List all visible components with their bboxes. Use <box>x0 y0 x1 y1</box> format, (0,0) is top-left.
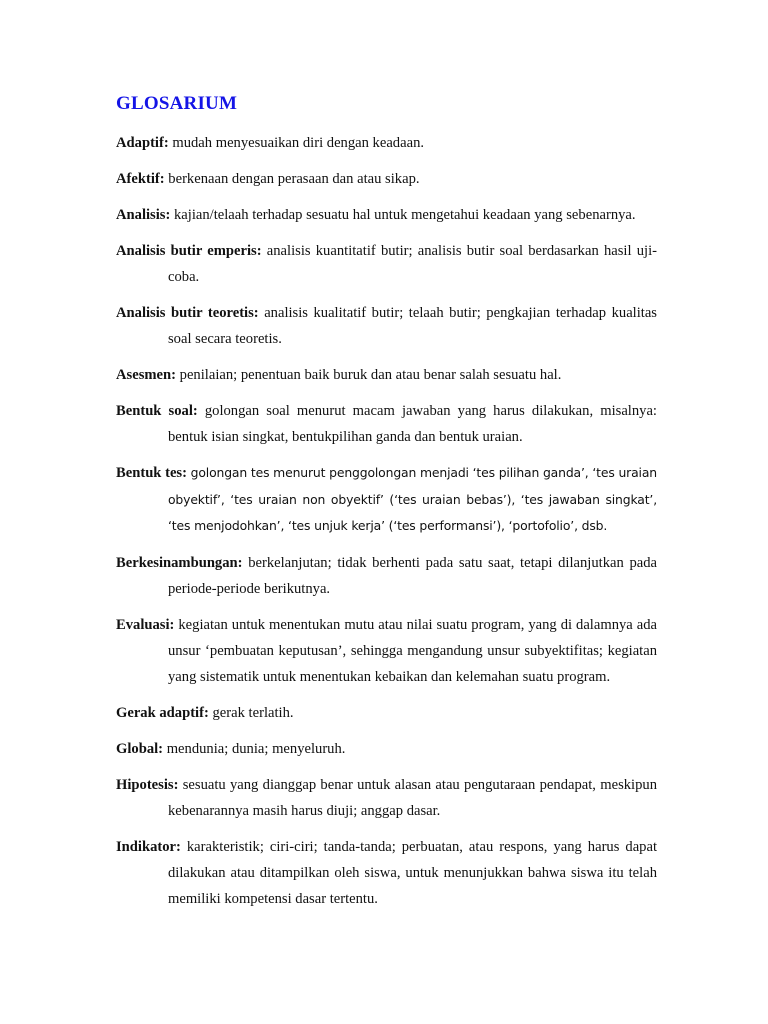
glossary-term: Berkesinambungan: <box>116 554 243 571</box>
glossary-definition: golongan tes menurut penggolongan menjadi ‘tes pilihan ganda’, ‘tes uraian obyektif’, ‘tes uraian non obyektif’ (‘tes uraian bebas’), ‘tes jawaban singkat’, ‘tes menjodohkan’, ‘tes unjuk kerja’ (‘tes performansi’), ‘portofolio’, dsb. <box>168 465 657 533</box>
glossary-term: Analisis butir teoretis: <box>116 305 259 321</box>
glossary-entry <box>116 238 657 290</box>
glossary-term: Analisis: <box>116 207 171 223</box>
glossary-definition: sesuatu yang dianggap benar untuk alasan atau pengutaraan pendapat, meskipun kebenarannya masih harus diuji; anggap dasar. <box>168 776 657 819</box>
glossary-term: Asesmen: <box>116 367 176 383</box>
page-title: GLOSARIUM <box>116 93 238 114</box>
glossary-entry <box>116 130 657 156</box>
glossary-definition: mudah menyesuaikan diri dengan keadaan. <box>172 135 425 151</box>
glossary-list <box>116 130 657 922</box>
glossary-definition: analisis kuantitatif butir; analisis butir soal berdasarkan hasil uji-coba. <box>168 243 657 285</box>
glossary-definition: golongan soal menurut macam jawaban yang harus dilakukan, misalnya: bentuk isian singkat, bentukpilihan ganda dan bentuk uraian. <box>168 403 657 445</box>
glossary-definition: mendunia; dunia; menyeluruh. <box>166 740 346 757</box>
glossary-entry <box>116 612 657 690</box>
glossary-entry <box>116 550 657 602</box>
glossary-definition: penilaian; penentuan baik buruk dan atau benar salah sesuatu hal. <box>179 367 562 383</box>
glossary-term: Adaptif: <box>116 135 169 151</box>
glossary-definition: analisis kualitatif butir; telaah butir; pengkajian terhadap kualitas soal secara teoretis. <box>168 305 657 347</box>
glossary-entry <box>116 736 657 762</box>
glossary-entry <box>116 300 657 352</box>
glossary-definition: berkelanjutan; tidak berhenti pada satu saat, tetapi dilanjutkan pada periode-periode berikutnya. <box>168 554 657 597</box>
glossary-term: Gerak adaptif: <box>116 704 209 721</box>
glossary-entry <box>116 166 657 192</box>
glossary-term: Bentuk tes: <box>116 465 187 481</box>
glossary-term: Global: <box>116 740 164 757</box>
glossary-definition: berkenaan dengan perasaan dan atau sikap. <box>168 171 420 187</box>
glossary-entry <box>116 398 657 450</box>
glossary-term: Bentuk soal: <box>116 403 198 419</box>
glossary-term: Indikator: <box>116 838 181 855</box>
glossary-term: Analisis butir emperis: <box>116 243 262 259</box>
glossary-entry <box>116 362 657 388</box>
glossary-definition: karakteristik; ciri-ciri; tanda-tanda; perbuatan, atau respons, yang harus dapat dilakukan atau ditampilkan oleh siswa, untuk menunjukkan bahwa siswa itu telah memiliki kompetensi dasar tertentu. <box>168 838 657 907</box>
glossary-entry <box>116 834 657 912</box>
glossary-term: Evaluasi: <box>116 616 175 633</box>
glossary-term: Afektif: <box>116 171 165 187</box>
glossary-definition: kegiatan untuk menentukan mutu atau nilai suatu program, yang di dalamnya ada unsur ‘pembuatan keputusan’, sehingga mengandung unsur subyektifitas; kegiatan yang sistematik untuk menentukan kebaikan dan kelemahan suatu program. <box>168 616 657 685</box>
glossary-entry <box>116 460 657 540</box>
glossary-entry <box>116 202 657 228</box>
glossary-definition: gerak terlatih. <box>212 704 294 721</box>
glossary-definition: kajian/telaah terhadap sesuatu hal untuk mengetahui keadaan yang sebenarnya. <box>174 207 636 223</box>
glossary-term: Hipotesis: <box>116 776 179 793</box>
glossary-entry <box>116 700 657 726</box>
glossary-entry <box>116 772 657 824</box>
